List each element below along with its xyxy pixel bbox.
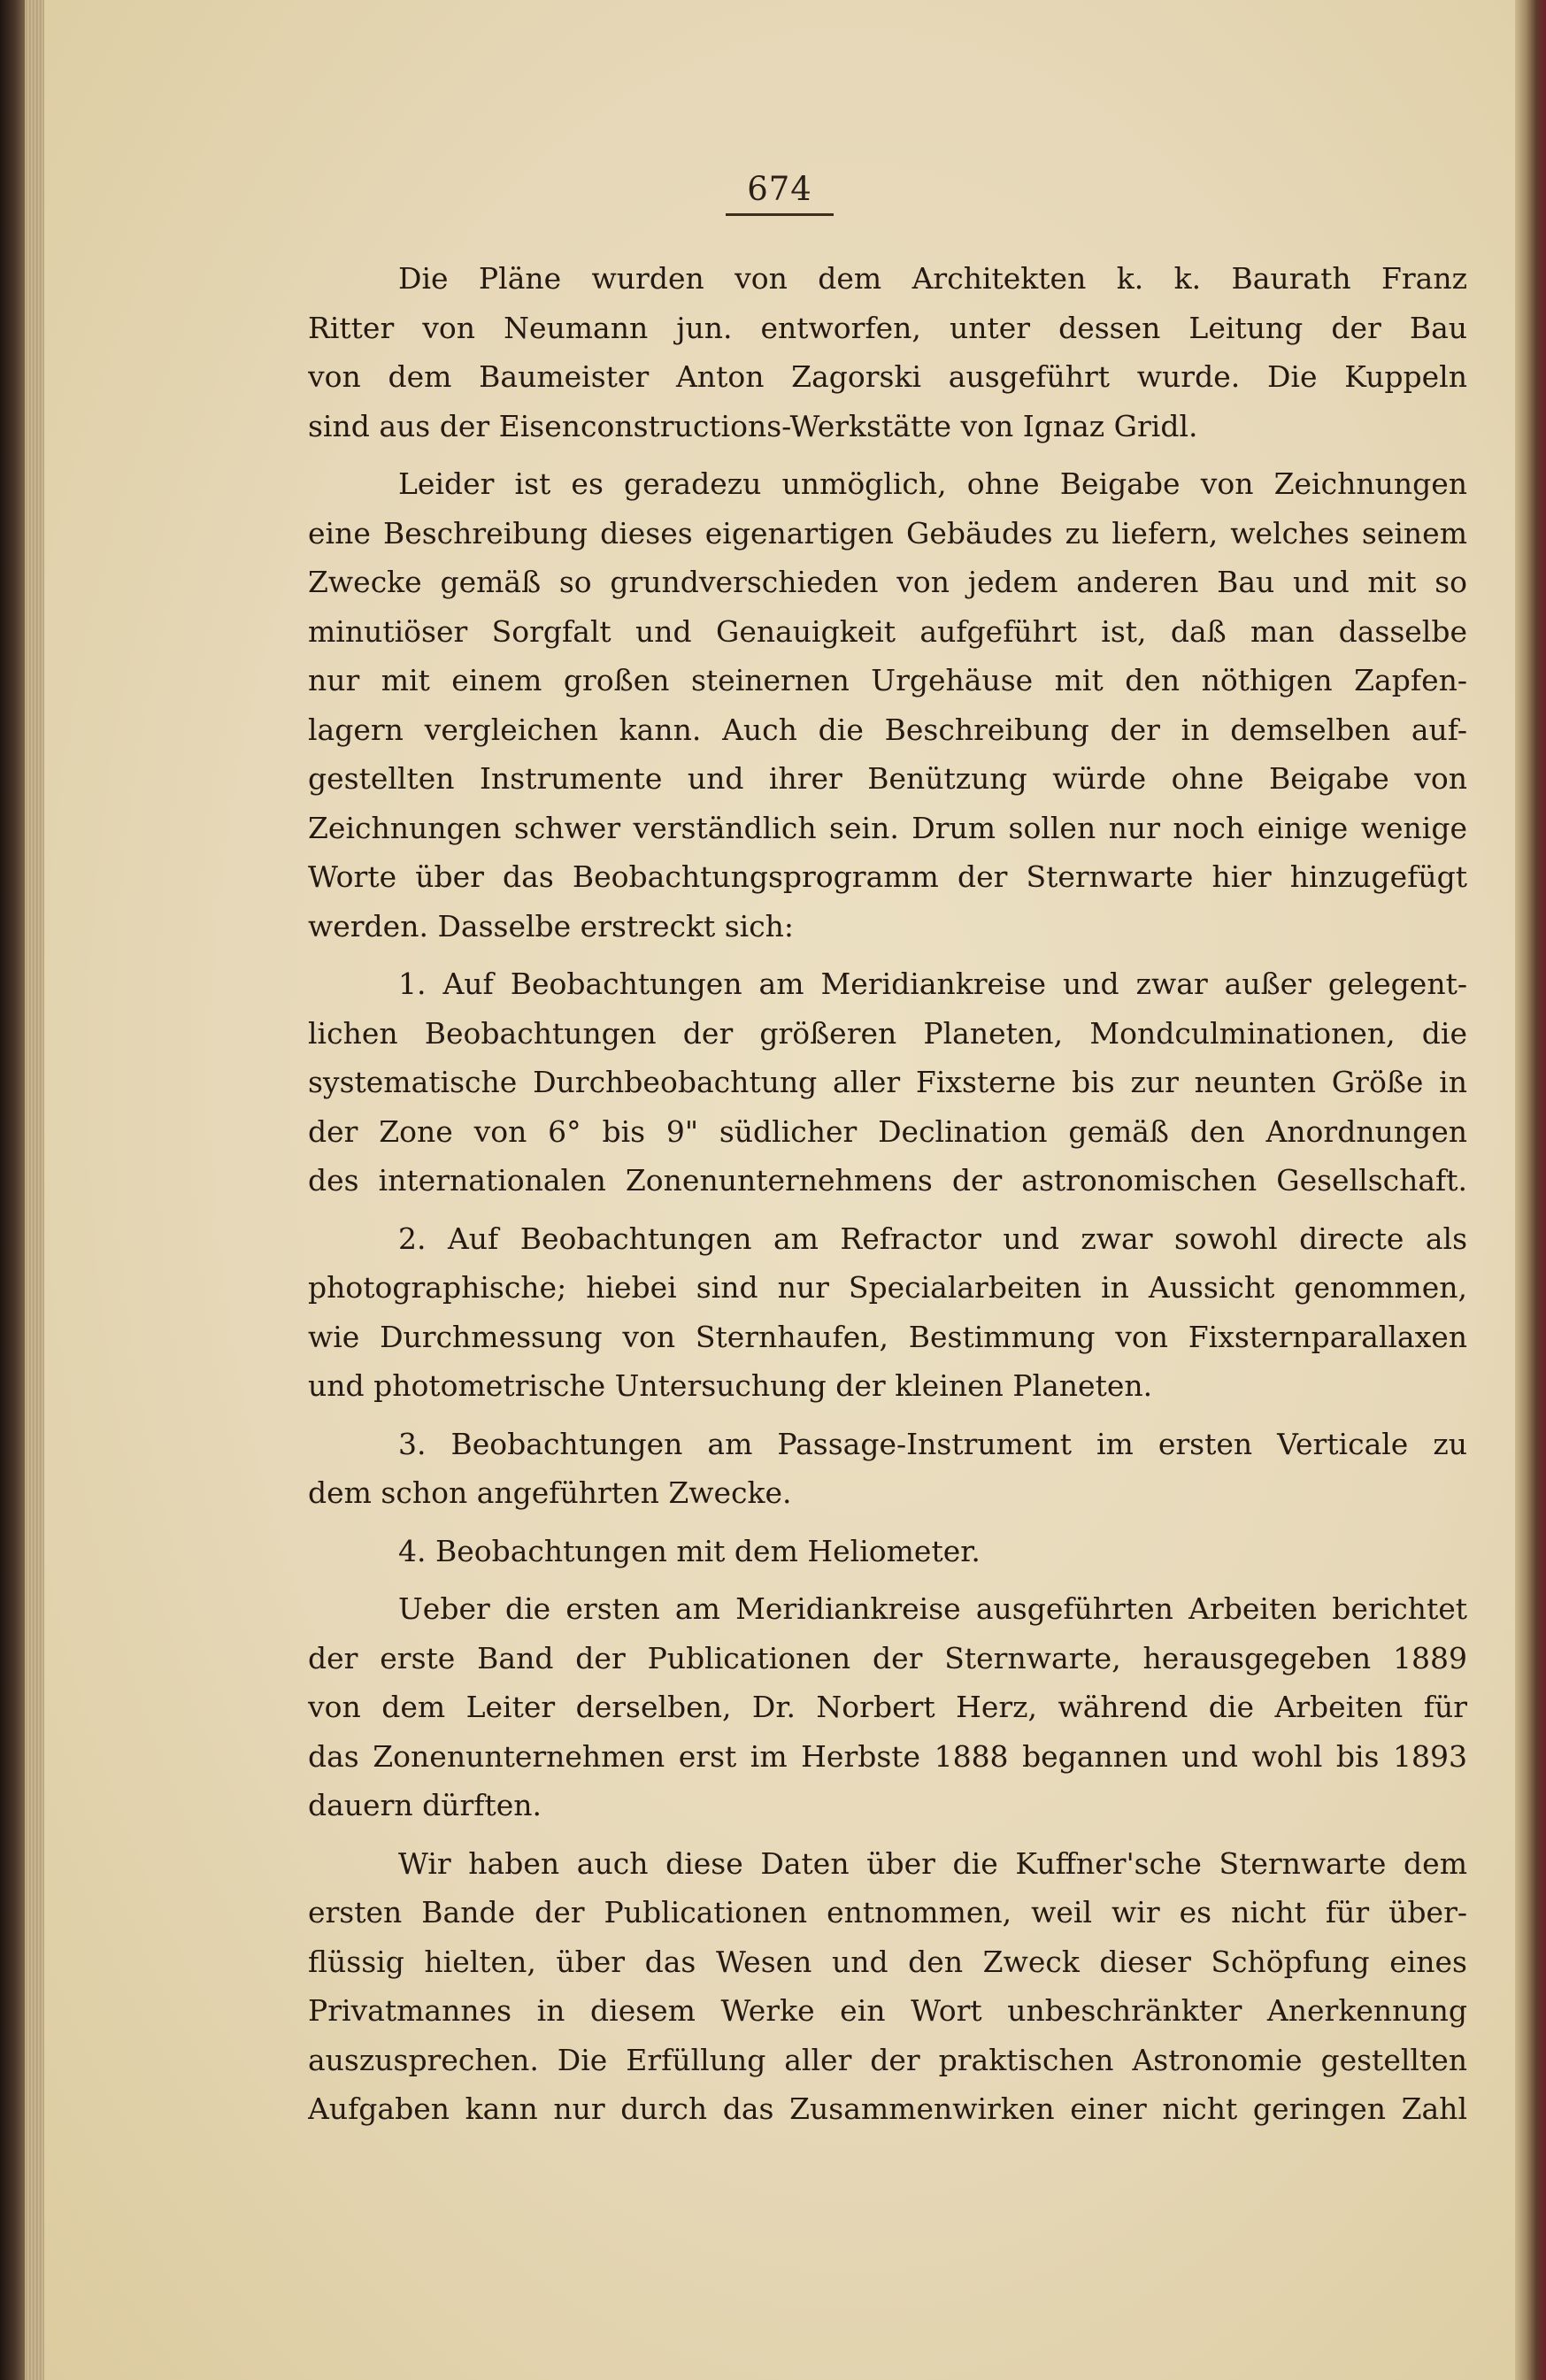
paragraph-gap bbox=[308, 951, 1467, 959]
text-line: Privatmannes in diesem Werke ein Wort unbeschränkter Anerkennung bbox=[308, 1993, 1467, 2028]
text-line: 3. Beobachtungen am Passage-Instrument im ersten Verticale zu bbox=[398, 1426, 1467, 1461]
text-line: werden. Dasselbe erstreckt sich: bbox=[308, 908, 795, 944]
page-number bbox=[44, 170, 1515, 216]
page-sheet bbox=[44, 0, 1515, 2380]
text-line: auszusprechen. Die Erfüllung aller der praktischen Astronomie gestellten bbox=[308, 2042, 1467, 2077]
text-line: Ueber die ersten am Meridiankreise ausgeführten Arbeiten berichtet bbox=[398, 1591, 1467, 1626]
text-line: der erste Band der Publicationen der Sternwarte, herausgegeben 1889 bbox=[308, 1640, 1467, 1675]
text-line: von dem Baumeister Anton Zagorski ausgeführt wurde. Die Kuppeln bbox=[308, 359, 1467, 394]
text-line: 1. Auf Beobachtungen am Meridiankreise und zwar außer gelegent- bbox=[398, 967, 1467, 1001]
page-number-text: 674 bbox=[726, 170, 834, 216]
text-line: photographische; hiebei sind nur Specialarbeiten in Aussicht genommen, bbox=[308, 1270, 1467, 1305]
text-line: wie Durchmessung von Sternhaufen, Bestimmung von Fixsternparallaxen bbox=[308, 1319, 1467, 1354]
text-line: und photometrische Untersuchung der kleinen Planeten. bbox=[308, 1368, 1153, 1403]
text-line: von dem Leiter derselben, Dr. Norbert Herz, während die Arbeiten für bbox=[308, 1690, 1467, 1724]
paragraph-gap bbox=[308, 1830, 1467, 1839]
text-line: flüssig hielten, über das Wesen und den Zweck dieser Schöpfung eines bbox=[308, 1944, 1467, 1979]
text-line: Zeichnungen schwer verständlich sein. Drum sollen nur noch einige wenige bbox=[308, 810, 1467, 845]
text-line: gestellten Instrumente und ihrer Benützung würde ohne Beigabe von bbox=[308, 761, 1467, 796]
body-text bbox=[308, 254, 1467, 2134]
text-line: dauern dürften. bbox=[308, 1788, 542, 1822]
text-line: minutiöser Sorgfalt und Genauigkeit aufgeführt ist, daß man dasselbe bbox=[308, 613, 1467, 649]
text-line: 4. Beobachtungen mit dem Heliometer. bbox=[398, 1533, 981, 1568]
text-line: sind aus der Eisenconstructions-Werkstätte von Ignaz Gridl. bbox=[308, 408, 1198, 443]
text-line: 2. Auf Beobachtungen am Refractor und zwar sowohl directe als bbox=[398, 1221, 1467, 1256]
book-binding bbox=[0, 0, 25, 2380]
paragraph-gap bbox=[308, 1411, 1467, 1420]
paragraph-gap bbox=[308, 1205, 1467, 1214]
text-line: Die Pläne wurden von dem Architekten k. k. Baurath Franz bbox=[398, 261, 1467, 296]
text-line: Leider ist es geradezu unmöglich, ohne Beigabe von Zeichnungen bbox=[398, 466, 1467, 501]
text-line: Worte über das Beobachtungsprogramm der Sternwarte hier hinzugefügt bbox=[308, 859, 1467, 894]
text-line: dem schon angeführten Zwecke. bbox=[308, 1475, 792, 1510]
text-line: lagern vergleichen kann. Auch die Beschreibung der in demselben auf- bbox=[308, 712, 1467, 747]
text-line: das Zonenunternehmen erst im Herbste 1888 begannen und wohl bis 1893 bbox=[308, 1738, 1467, 1774]
paragraph-gap bbox=[308, 451, 1467, 459]
text-line: lichen Beobachtungen der größeren Planeten, Mondculminationen, die bbox=[308, 1015, 1467, 1051]
paragraph-gap bbox=[308, 1575, 1467, 1584]
text-line: Zwecke gemäß so grundverschieden von jedem anderen Bau und mit so bbox=[308, 565, 1467, 599]
page-edge-right bbox=[1515, 0, 1546, 2380]
text-line: nur mit einem großen steinernen Urgehäuse mit den nöthigen Zapfen- bbox=[308, 663, 1467, 697]
text-line: der Zone von 6° bis 9" südlicher Declination gemäß den Anordnungen bbox=[308, 1113, 1467, 1149]
page-stack-edge bbox=[25, 0, 44, 2380]
text-line: Aufgaben kann nur durch das Zusammenwirken einer nicht geringen Zahl bbox=[308, 2091, 1467, 2126]
paragraph-gap bbox=[308, 1518, 1467, 1527]
text-line: Wir haben auch diese Daten über die Kuffner'sche Sternwarte dem bbox=[398, 1845, 1467, 1881]
text-line: ersten Bande der Publicationen entnommen, weil wir es nicht für über- bbox=[308, 1895, 1467, 1929]
text-line: Ritter von Neumann jun. entworfen, unter dessen Leitung der Bau bbox=[308, 310, 1467, 345]
text-line: des internationalen Zonenunternehmens der astronomischen Gesellschaft. bbox=[308, 1163, 1467, 1198]
text-line: systematische Durchbeobachtung aller Fixsterne bis zur neunten Größe in bbox=[308, 1065, 1467, 1099]
text-line: eine Beschreibung dieses eigenartigen Gebäudes zu liefern, welches seinem bbox=[308, 515, 1467, 551]
